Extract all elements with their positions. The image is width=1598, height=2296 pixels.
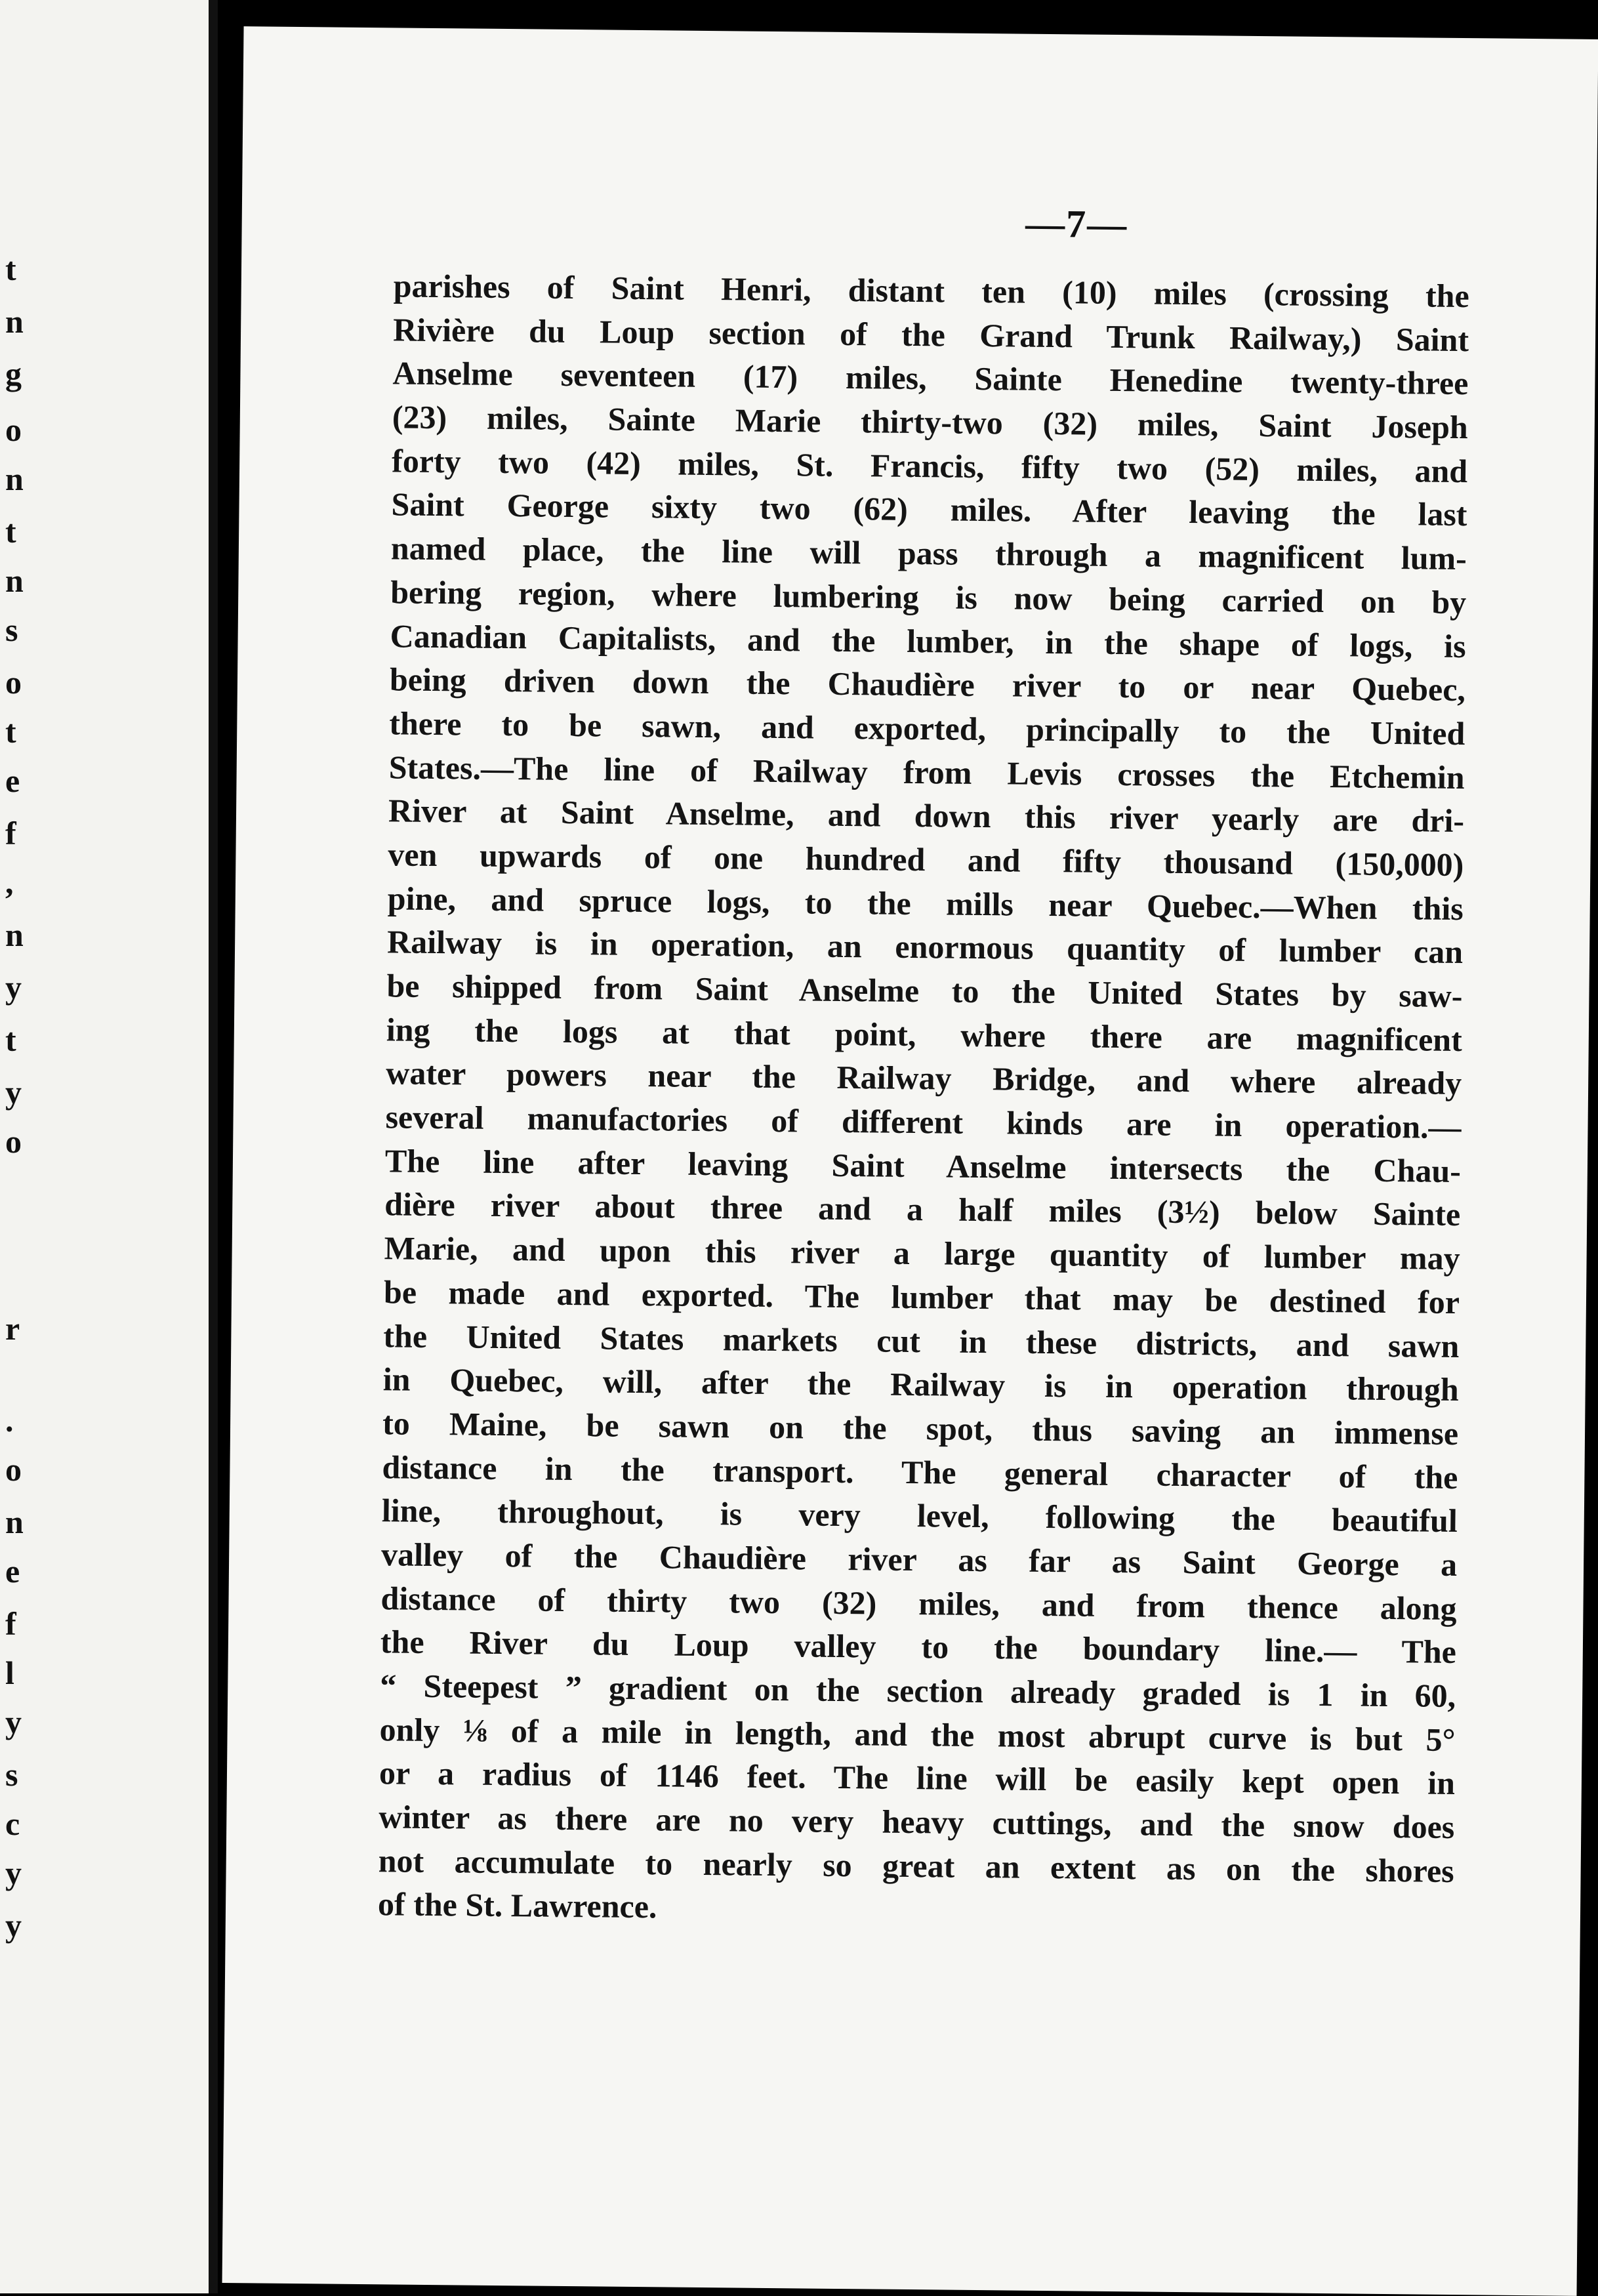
text-line: pine, and spruce logs, to the mills near Quebec.—When this [387, 879, 1464, 927]
text-line: ven upwards of one hundred and fifty thousand (150,000) [388, 836, 1464, 884]
left-page-strip [0, 0, 216, 2293]
text-line: the River du Loup valley to the boundary line.— The [380, 1623, 1457, 1671]
text-line: distance of thirty two (32) miles, and from thence along [380, 1579, 1457, 1627]
text-line: parishes of Saint Henri, distant ten (10) miles (crossing the [393, 267, 1469, 315]
text-line: not accumulate to nearly so great an extent as on the shores [378, 1842, 1454, 1889]
text-line: Saint George sixty two (62) miles. After leaving the last [391, 485, 1467, 533]
text-line: several manufactories of different kinds are in operation.— [385, 1098, 1462, 1146]
text-line: the United States markets cut in these districts, and sawn [383, 1317, 1460, 1364]
left-page-fragment: g [5, 356, 22, 392]
left-page-fragment: , [5, 864, 14, 901]
text-line: valley of the Chaudière river as far as Saint George a [380, 1536, 1458, 1583]
left-page-fragment: y [5, 1855, 22, 1891]
left-page-fragment: y [5, 1907, 22, 1944]
left-page-fragment: y [5, 1704, 22, 1740]
page [222, 26, 1598, 2296]
left-page-fragment: t [5, 251, 16, 287]
left-page-fragment: o [5, 1123, 22, 1160]
left-page-fragment: y [5, 1074, 22, 1111]
page-number: —7— [1025, 201, 1128, 247]
text-line: The line after leaving Saint Anselme intersects the Chau- [384, 1142, 1462, 1189]
text-line: distance in the transport. The general character of the [382, 1448, 1458, 1496]
left-page-fragment: n [5, 916, 24, 953]
text-line: Marie, and upon this river a large quantity of lumber may [384, 1229, 1460, 1277]
text-line: being driven down the Chaudière river to or near Quebec, [389, 661, 1466, 708]
text-line: forty two (42) miles, St. Francis, fifty two (52) miles, and [391, 442, 1468, 489]
left-page-fragment: o [5, 411, 22, 448]
left-page-fragment: o [5, 1451, 22, 1488]
left-page-fragment: . [5, 1402, 14, 1439]
left-page-fragment: y [5, 969, 22, 1006]
text-line: to Maine, be sawn on the spot, thus saving an immense [382, 1404, 1459, 1452]
text-line: bering region, where lumbering is now being carried on by [390, 573, 1467, 621]
left-page-fragment: n [5, 1504, 24, 1540]
text-line: water powers near the Railway Bridge, and where already [385, 1054, 1462, 1102]
text-line: River at Saint Anselme, and down this river yearly are dri- [388, 792, 1465, 840]
body-text [378, 264, 1469, 1937]
text-line: only ⅛ of a mile in length, and the most abrupt curve is but 5° [379, 1710, 1456, 1758]
text-line: line, throughout, is very level, following the beautiful [381, 1492, 1458, 1540]
text-line: be shipped from Saint Anselme to the United States by saw- [386, 967, 1463, 1015]
left-page-fragment: o [5, 664, 22, 701]
left-page-fragment: e [5, 762, 20, 799]
text-line: Rivière du Loup section of the Grand Trunk Railway,) Saint [392, 311, 1469, 358]
text-line: Railway is in operation, an enormous quantity of lumber can [386, 923, 1464, 971]
left-page-fragment: t [5, 1021, 16, 1058]
left-page-fragment: s [5, 1756, 18, 1793]
text-line: “ Steepest ” gradient on the section already graded is 1 in 60, [380, 1667, 1456, 1715]
text-line: dière river about three and a half miles (3½) below Sainte [384, 1185, 1461, 1233]
text-line: in Quebec, will, after the Railway is in operation through [382, 1361, 1459, 1408]
text-line: Anselme seventeen (17) miles, Sainte Henedine twenty-three [392, 354, 1469, 402]
left-page-fragment: l [5, 1654, 14, 1691]
left-page-fragment: r [5, 1310, 20, 1347]
text-line: there to be sawn, and exported, principally to the United [389, 705, 1465, 752]
left-page-fragment: n [5, 461, 24, 497]
text-line: or a radius of 1146 feet. The line will be easily kept open in [379, 1754, 1456, 1802]
text-line: named place, the line will pass through a magnificent lum- [390, 529, 1467, 577]
left-page-fragment: c [5, 1805, 20, 1842]
text-line: (23) miles, Sainte Marie thirty-two (32) miles, Saint Joseph [392, 398, 1469, 446]
text-line: Canadian Capitalists, and the lumber, in the shape of logs, is [390, 617, 1466, 665]
text-line: winter as there are no very heavy cuttings, and the snow does [379, 1798, 1455, 1846]
gutter-shadow [209, 0, 218, 2293]
text-line: be made and exported. The lumber that may be destined for [383, 1273, 1460, 1321]
left-page-fragment: t [5, 713, 16, 750]
left-page-fragment: f [5, 815, 16, 851]
text-line: of the St. Lawrence. [377, 1885, 657, 1925]
left-page-fragment: t [5, 513, 16, 550]
left-page-fragment: e [5, 1553, 20, 1589]
left-page-fragment: s [5, 611, 18, 648]
left-page-fragment: n [5, 303, 24, 340]
left-page-fragment: n [5, 562, 24, 599]
left-page-fragment: f [5, 1605, 16, 1642]
text-line: States.—The line of Railway from Levis crosses the Etchemin [388, 748, 1465, 796]
text-line: ing the logs at that point, where there are magnificent [386, 1011, 1463, 1058]
